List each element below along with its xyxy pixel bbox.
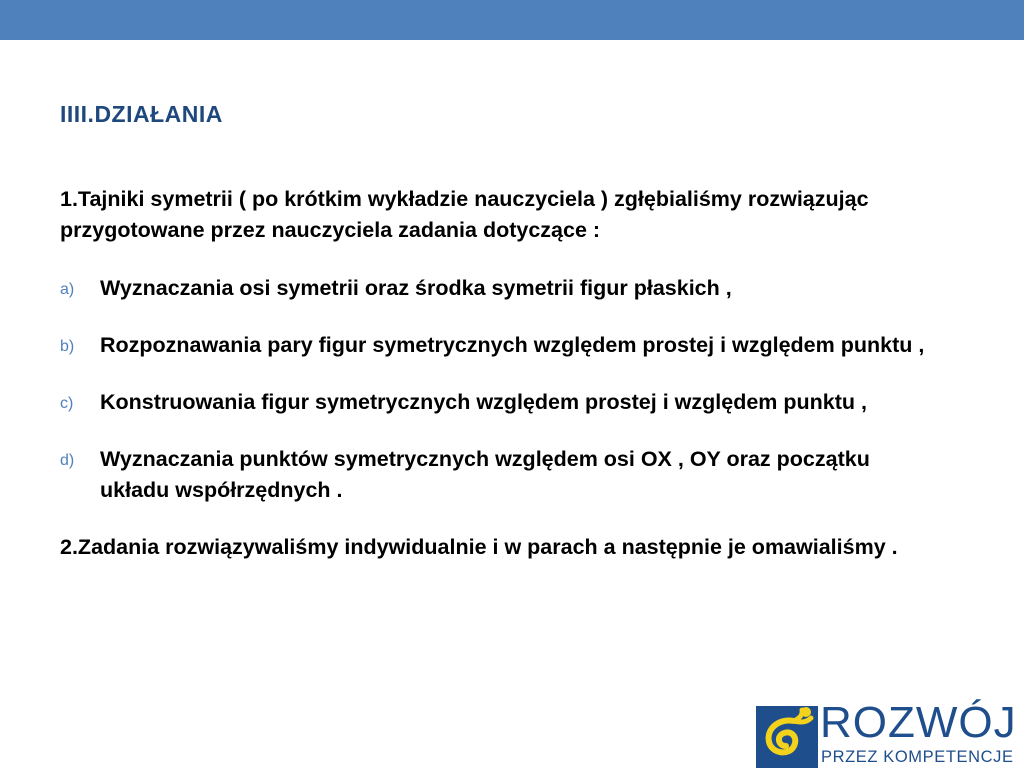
- spiral-figure-icon: [756, 706, 818, 768]
- list-item-c: [60, 387, 940, 418]
- list-marker: d): [60, 452, 75, 469]
- rozwoj-logo: [756, 698, 1024, 768]
- list-marker: b): [60, 338, 75, 355]
- list-marker: c): [60, 395, 74, 412]
- list-item-text: Rozpoznawania pary figur symetrycznych względem prostej i względem punktu ,: [100, 333, 925, 357]
- list-item-text: Wyznaczania osi symetrii oraz środka symetrii figur płaskich ,: [100, 276, 732, 300]
- intro-paragraph: 1.Tajniki symetrii ( po krótkim wykładzie nauczyciela ) zgłębialiśmy rozwiązując przygotowane przez nauczyciela zadania dotyczące :: [60, 187, 869, 242]
- slide-content: [60, 184, 940, 563]
- top-accent-bar: [0, 0, 1024, 40]
- task-list: [60, 273, 940, 506]
- list-item-text: Konstruowania figur symetrycznych względem prostej i względem punktu ,: [100, 390, 867, 414]
- list-item-text: Wyznaczania punktów symetrycznych względem osi OX , OY oraz początku układu współrzędnych .: [100, 447, 870, 502]
- list-item-d: [60, 444, 940, 506]
- logo-wordmark: ROZWÓJ: [820, 698, 1017, 747]
- list-marker: a): [60, 281, 75, 298]
- slide-title: IIII.DZIAŁANIA: [60, 101, 223, 127]
- list-item-b: [60, 330, 940, 361]
- final-paragraph: 2.Zadania rozwiązywaliśmy indywidualnie i w parach a następnie je omawialiśmy .: [60, 535, 898, 559]
- logo-tagline: PRZEZ KOMPETENCJE: [821, 748, 1014, 766]
- list-item-a: [60, 273, 940, 304]
